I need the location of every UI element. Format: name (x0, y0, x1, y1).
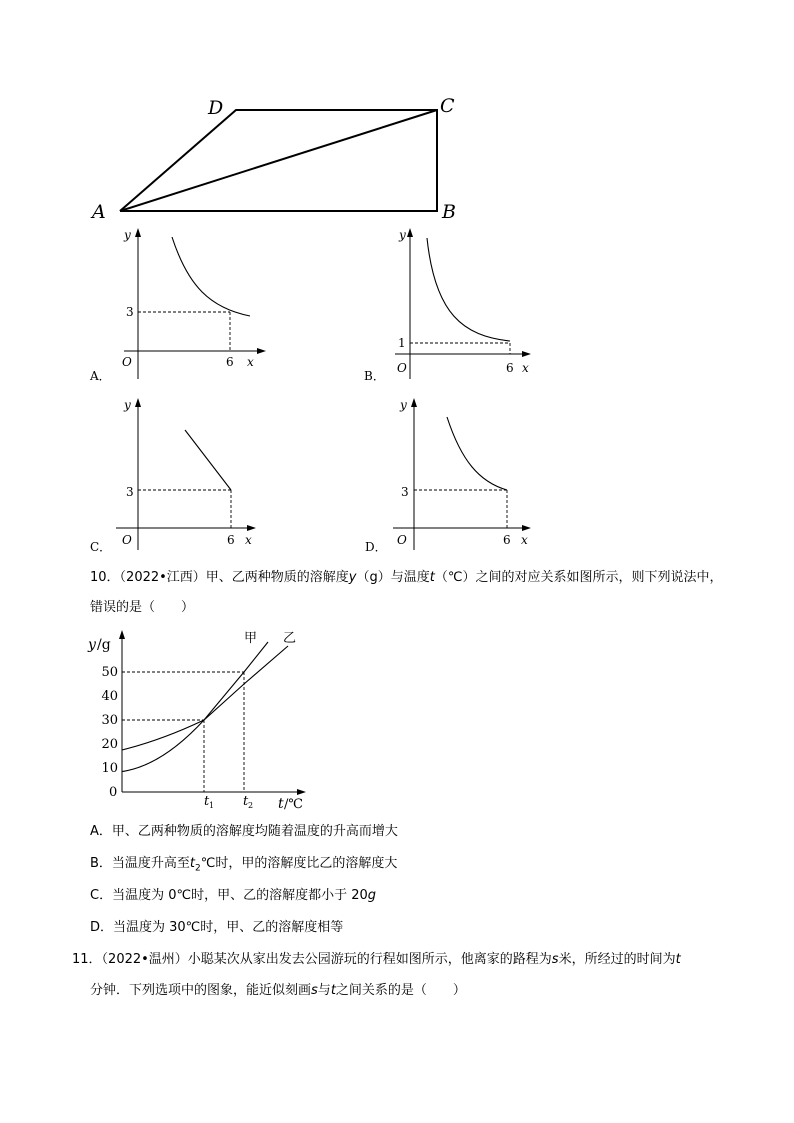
quadrilateral-figure (0, 0, 794, 230)
origin-label: O (397, 533, 407, 547)
option-letter: B． (364, 369, 385, 383)
y-axis-label: y (399, 228, 406, 242)
chart-y-axis-arrow (119, 630, 125, 639)
q10-var-t: t (429, 570, 435, 585)
q10-var-y: y (348, 570, 357, 585)
q11-var-t: t (675, 952, 681, 967)
x-axis-arrow (257, 348, 266, 354)
chart-t2-label: t (243, 794, 249, 809)
y-axis-arrow (135, 398, 141, 407)
q10-option-c-pre: C．当温度为 0℃时，甲、乙的溶解度都小于 20 (90, 888, 368, 903)
q10-mid2: （℃）之间的对应关系如图所示，则下列说法中， (434, 570, 723, 585)
vertex-d-label: D (208, 97, 224, 119)
solubility-chart (80, 622, 330, 820)
option-b-graph (355, 224, 555, 389)
q11-var-s: s (551, 952, 559, 967)
q10-prefix: 10．（2022•江西）甲、乙两种物质的溶解度 (90, 570, 349, 585)
option-letter: A． (90, 369, 111, 383)
x-value-label: 6 (503, 533, 511, 547)
chart-y-tick-label: 10 (101, 761, 118, 776)
option-d-graph (355, 394, 555, 559)
chart-t1-label: t (204, 794, 210, 809)
y-axis-label: y (124, 228, 131, 242)
function-curve (427, 238, 510, 341)
chart-y-tick-label: 40 (101, 689, 118, 704)
chart-y-ticks (101, 665, 118, 776)
chart-x-axis-arrow (297, 789, 306, 795)
y-axis-label: y (400, 398, 407, 412)
vertex-b-label: B (442, 201, 456, 223)
y-value-label: 3 (126, 305, 134, 319)
q11-line2-t: t (330, 983, 336, 998)
function-line (185, 430, 231, 490)
x-value-label: 6 (506, 361, 514, 375)
chart-xlabel-var: t (278, 796, 284, 812)
q10-option-d: D．当温度为 30℃时，甲、乙的溶解度相等 (90, 920, 344, 935)
chart-ylabel-var: y (88, 637, 96, 653)
chart-origin-label: 0 (109, 785, 118, 800)
chart-ylabel-unit: /g (97, 637, 111, 653)
x-value-label: 6 (227, 533, 235, 547)
q10-option-b-var: t (189, 856, 196, 871)
x-axis-arrow (247, 525, 256, 531)
y-value-label: 3 (401, 485, 409, 499)
chart-y-tick-label: 20 (101, 737, 118, 752)
y-value-label: 1 (398, 336, 406, 350)
x-value-label: 6 (226, 355, 234, 369)
q10-option-c (90, 888, 376, 904)
x-axis-label: x (521, 533, 528, 547)
vertex-a-label: A (92, 201, 106, 223)
option-c-graph (80, 394, 280, 559)
q10-option-b (90, 856, 397, 877)
x-axis-arrow (522, 351, 531, 357)
q11-line2-pre: 分钟．下列选项中的图象，能近似刻画 (90, 983, 312, 998)
function-curve (447, 417, 507, 490)
y-axis-label: y (124, 398, 131, 412)
q11-stem-line2 (90, 983, 466, 999)
y-axis-arrow (135, 228, 141, 237)
series-jia-line (122, 642, 268, 772)
vertex-c-label: C (440, 95, 455, 117)
q11-prefix: 11．（2022•温州）小聪某次从家出发去公园游玩的行程如图所示，他离家的路程为 (72, 952, 552, 967)
q11-line2-s: s (311, 983, 318, 998)
q10-option-a: A．甲、乙两种物质的溶解度均随着温度的升高而增大 (90, 824, 398, 839)
x-axis-arrow (522, 525, 531, 531)
function-curve (172, 237, 250, 316)
chart-series (122, 642, 288, 772)
y-axis-arrow (411, 398, 417, 407)
origin-label: O (397, 361, 407, 375)
chart-t1-sub: 1 (209, 801, 215, 810)
q10-option-c-unit: g (367, 888, 377, 903)
option-a-graph (80, 224, 280, 389)
x-axis-label: x (247, 355, 254, 369)
option-letter: C． (90, 540, 112, 554)
chart-series-jia-label: 甲 (244, 631, 258, 646)
q11-mid1: 米，所经过的时间为 (558, 952, 676, 967)
y-value-label: 3 (126, 485, 134, 499)
chart-xlabel-unit: /℃ (284, 797, 303, 812)
option-letter: D． (365, 540, 387, 554)
origin-label: O (122, 355, 132, 369)
chart-t2-sub: 2 (248, 801, 254, 810)
q10-stem-line2: 错误的是（ ） (90, 600, 195, 615)
chart-y-tick-label: 30 (101, 713, 118, 728)
chart-series-yi-label: 乙 (283, 631, 297, 646)
q10-option-b-sub: 2 (195, 863, 201, 874)
diagonal-ac (120, 110, 437, 211)
q10-option-b-pre: B．当温度升高至 (90, 856, 190, 871)
x-axis-label: x (245, 533, 252, 547)
x-axis-label: x (522, 361, 529, 375)
q11-stem-line1 (72, 952, 681, 968)
q10-stem-line1 (90, 570, 722, 586)
origin-label: O (122, 533, 132, 547)
q11-line2-post: 之间关系的是（ ） (335, 983, 466, 998)
q10-mid1: （g）与温度 (356, 570, 430, 585)
q10-option-b-post: ℃时，甲的溶解度比乙的溶解度大 (200, 856, 398, 871)
q11-line2-mid: 与 (317, 983, 331, 998)
chart-guides (122, 672, 244, 792)
chart-y-tick-label: 50 (101, 665, 118, 680)
y-axis-arrow (407, 228, 413, 237)
series-yi-line (122, 646, 288, 750)
